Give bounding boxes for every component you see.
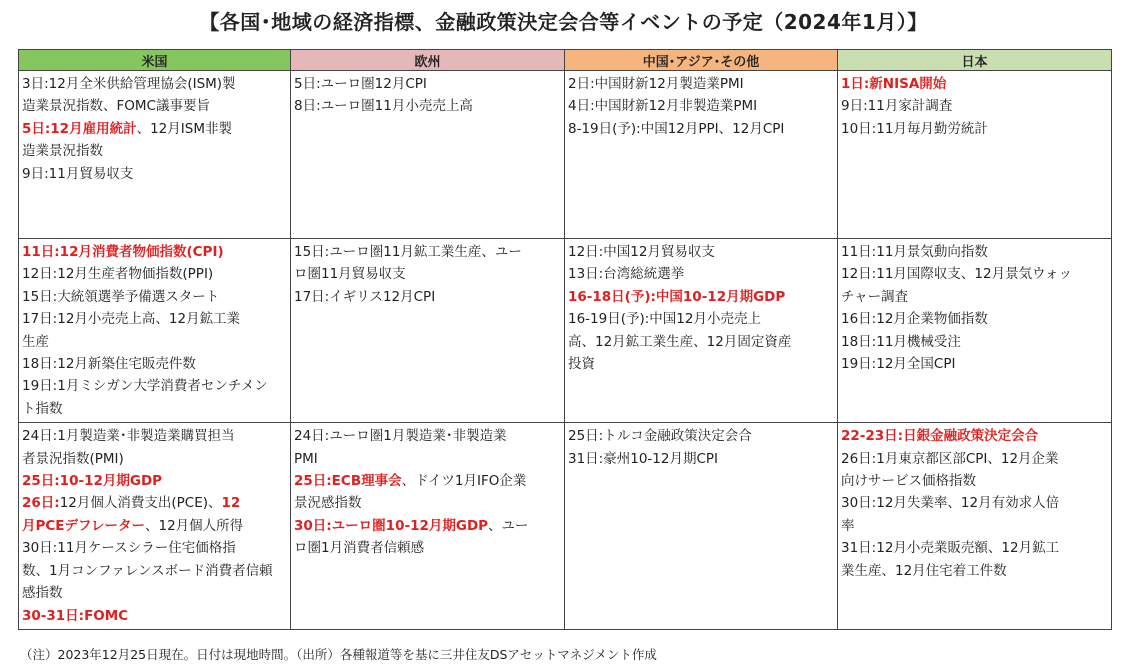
table-row: [19, 239, 1112, 423]
cell-us: [19, 423, 291, 630]
event-text: 景況感指数: [294, 495, 362, 512]
event-line: [568, 425, 834, 447]
event-line: [294, 515, 561, 537]
cell-japan: [838, 423, 1112, 630]
event-text: 、ドイツ1月IFO企業: [401, 473, 527, 490]
event-highlight-text: 30日:ユーロ圏10-12月期GDP: [294, 517, 489, 534]
event-line: [294, 470, 561, 492]
event-line: [22, 560, 287, 582]
event-line: [22, 353, 287, 375]
cell-china-asia-other: [565, 423, 838, 630]
event-line: [22, 448, 287, 470]
event-text: 9日:11月貿易収支: [22, 165, 134, 182]
header-japan: 日本: [838, 50, 1112, 71]
event-line: [841, 448, 1108, 470]
event-text: 9日:11月家計調査: [841, 98, 953, 115]
event-text: 18日:11月機械受注: [841, 333, 961, 350]
event-text: 30日:12月失業率、12月有効求人倍: [841, 495, 1060, 512]
event-text: チャー調査: [841, 288, 909, 305]
event-text: 26日:1月東京都区部CPI、12月企業: [841, 450, 1059, 467]
event-text: 投資: [568, 356, 595, 373]
event-highlight-text: 月PCEデフレーター: [22, 517, 145, 534]
event-text: 者景況指数(PMI): [22, 450, 124, 467]
event-text: 率: [841, 517, 855, 534]
event-line: [294, 73, 561, 95]
event-text: 19日:1月ミシガン大学消費者センチメン: [22, 378, 268, 395]
event-text: 業生産、12月住宅着工件数: [841, 562, 1007, 579]
event-text: ロ圏1月消費者信頼感: [294, 540, 425, 557]
cell-china-asia-other: [565, 239, 838, 423]
header-us: 米国: [19, 50, 291, 71]
event-line: [841, 95, 1108, 117]
event-line: [22, 163, 287, 185]
event-line: [22, 537, 287, 559]
event-line: [294, 241, 561, 263]
event-text: 19日:12月全国CPI: [841, 356, 956, 373]
event-text: ト指数: [22, 400, 63, 417]
event-line: [568, 448, 834, 470]
event-line: [841, 331, 1108, 353]
cell-europe: [291, 423, 565, 630]
cell-europe: [291, 239, 565, 423]
event-text: 4日:中国財新12月非製造業PMI: [568, 98, 758, 115]
event-line: [22, 470, 287, 492]
event-text: 12日:中国12月貿易収支: [568, 244, 715, 260]
event-text: 15日:大統領選挙予備選スタート: [22, 288, 220, 305]
page-title: 【各国･地域の経済指標、金融政策決定会合等イベントの予定（2024年1月）】: [199, 10, 928, 34]
event-text: 31日:12月小売業販売額、12月鉱工: [841, 540, 1060, 557]
event-text: 17日:12月小売売上高、12月鉱工業: [22, 311, 241, 328]
event-text: 13日:台湾総統選挙: [568, 266, 685, 283]
event-text: 11日:11月景気動向指数: [841, 244, 988, 260]
event-line: [568, 353, 834, 375]
event-line: [841, 353, 1108, 375]
cell-us: [19, 239, 291, 423]
event-text: 16日:12月企業物価指数: [841, 311, 988, 328]
event-highlight-text: 25日:ECB理事会: [294, 473, 402, 490]
event-text: 、ユー: [488, 517, 529, 534]
cell-japan: [838, 239, 1112, 423]
event-line: [22, 263, 287, 285]
event-highlight-text: 30-31日:FOMC: [22, 607, 129, 624]
event-text: 17日:イギリス12月CPI: [294, 288, 436, 305]
event-text: 造業景況指数: [22, 143, 103, 160]
event-line: [841, 470, 1108, 492]
event-text: 25日:トルコ金融政策決定会合: [568, 428, 752, 445]
event-text: ロ圏11月貿易収支: [294, 266, 406, 283]
footnote: （注）2023年12月25日現在。日付は現地時間。（出所）各種報道等を基に三井住友DSアセットマネジメント作成: [20, 647, 657, 662]
event-line: [568, 95, 834, 117]
event-line: [294, 448, 561, 470]
event-line: [841, 118, 1108, 140]
event-highlight-text: 25日:10-12月期GDP: [22, 473, 163, 490]
event-text: 24日:ユーロ圏1月製造業･非製造業: [294, 428, 507, 445]
header-europe: 欧州: [291, 50, 565, 71]
event-text: 30日:11月ケースシラー住宅価格指: [22, 540, 236, 557]
event-line: [294, 95, 561, 117]
event-line: [294, 286, 561, 308]
event-text: 数、1月コンファレンスボード消費者信頼: [22, 562, 273, 579]
event-text: 造業景況指数、FOMC議事要旨: [22, 98, 210, 115]
event-line: [22, 515, 287, 537]
event-text: 8-19日(予):中国12月PPI、12月CPI: [568, 120, 785, 137]
event-text: 12月個人消費支出(PCE)、: [59, 495, 222, 512]
event-text: 感指数: [22, 585, 63, 602]
event-line: [841, 560, 1108, 582]
cell-europe: [291, 71, 565, 239]
event-line: [22, 95, 287, 117]
event-line: [294, 425, 561, 447]
event-line: [22, 241, 287, 263]
event-text: 生産: [22, 333, 49, 350]
event-line: [294, 492, 561, 514]
event-text: 10日:11月毎月勤労統計: [841, 120, 988, 137]
event-highlight-text: 1日:新NISA開始: [841, 76, 947, 92]
event-line: [22, 286, 287, 308]
event-line: [841, 425, 1108, 447]
event-line: [22, 118, 287, 140]
event-text: 31日:豪州10-12月期CPI: [568, 450, 719, 467]
event-line: [22, 398, 287, 420]
event-schedule-table: [18, 49, 1112, 630]
event-text: 16-19日(予):中国12月小売売上: [568, 311, 761, 328]
event-line: [841, 515, 1108, 537]
event-line: [841, 537, 1108, 559]
event-text: 、12月個人所得: [144, 517, 244, 534]
event-line: [568, 286, 834, 308]
event-text: 12日:12月生産者物価指数(PPI): [22, 266, 214, 283]
event-highlight-text: 26日:: [22, 495, 60, 512]
event-highlight-text: 5日:12月雇用統計: [22, 120, 137, 137]
event-line: [568, 241, 834, 263]
event-line: [22, 582, 287, 604]
event-line: [568, 331, 834, 353]
event-highlight-text: 22-23日:日銀金融政策決定会合: [841, 428, 1039, 445]
event-line: [22, 73, 287, 95]
event-line: [841, 308, 1108, 330]
table-header-row: [19, 50, 1112, 71]
header-china-asia-other: 中国･アジア･その他: [565, 50, 838, 71]
event-text: 8日:ユーロ圏11月小売売上高: [294, 98, 473, 115]
event-line: [841, 263, 1108, 285]
event-text: 、12月ISM非製: [136, 120, 232, 137]
event-line: [841, 286, 1108, 308]
event-text: 向けサービス価格指数: [841, 473, 976, 490]
event-line: [841, 73, 1108, 95]
event-line: [22, 140, 287, 162]
event-line: [22, 492, 287, 514]
event-text: 2日:中国財新12月製造業PMI: [568, 76, 744, 92]
event-line: [568, 73, 834, 95]
cell-japan: [838, 71, 1112, 239]
event-line: [22, 425, 287, 447]
event-line: [294, 263, 561, 285]
event-text: 3日:12月全米供給管理協会(ISM)製: [22, 76, 236, 92]
event-line: [22, 308, 287, 330]
event-line: [841, 241, 1108, 263]
table-row: [19, 71, 1112, 239]
event-line: [568, 118, 834, 140]
event-text: 12日:11月国際収支、12月景気ウォッ: [841, 266, 1073, 283]
event-text: PMI: [294, 450, 318, 467]
event-line: [294, 537, 561, 559]
event-text: 18日:12月新築住宅販売件数: [22, 356, 196, 373]
event-line: [22, 331, 287, 353]
event-highlight-text: 16-18日(予):中国10-12月期GDP: [568, 288, 786, 305]
event-text: 高、12月鉱工業生産、12月固定資産: [568, 333, 792, 350]
event-highlight-text: 12: [221, 495, 241, 512]
cell-china-asia-other: [565, 71, 838, 239]
table-row: [19, 423, 1112, 630]
event-line: [22, 605, 287, 627]
event-line: [568, 263, 834, 285]
cell-us: [19, 71, 291, 239]
event-highlight-text: 11日:12月消費者物価指数(CPI): [22, 244, 224, 260]
event-line: [22, 375, 287, 397]
event-line: [841, 492, 1108, 514]
event-line: [568, 308, 834, 330]
event-text: 24日:1月製造業･非製造業購買担当: [22, 428, 235, 445]
event-text: 5日:ユーロ圏12月CPI: [294, 76, 427, 92]
event-text: 15日:ユーロ圏11月鉱工業生産、ユー: [294, 244, 522, 260]
